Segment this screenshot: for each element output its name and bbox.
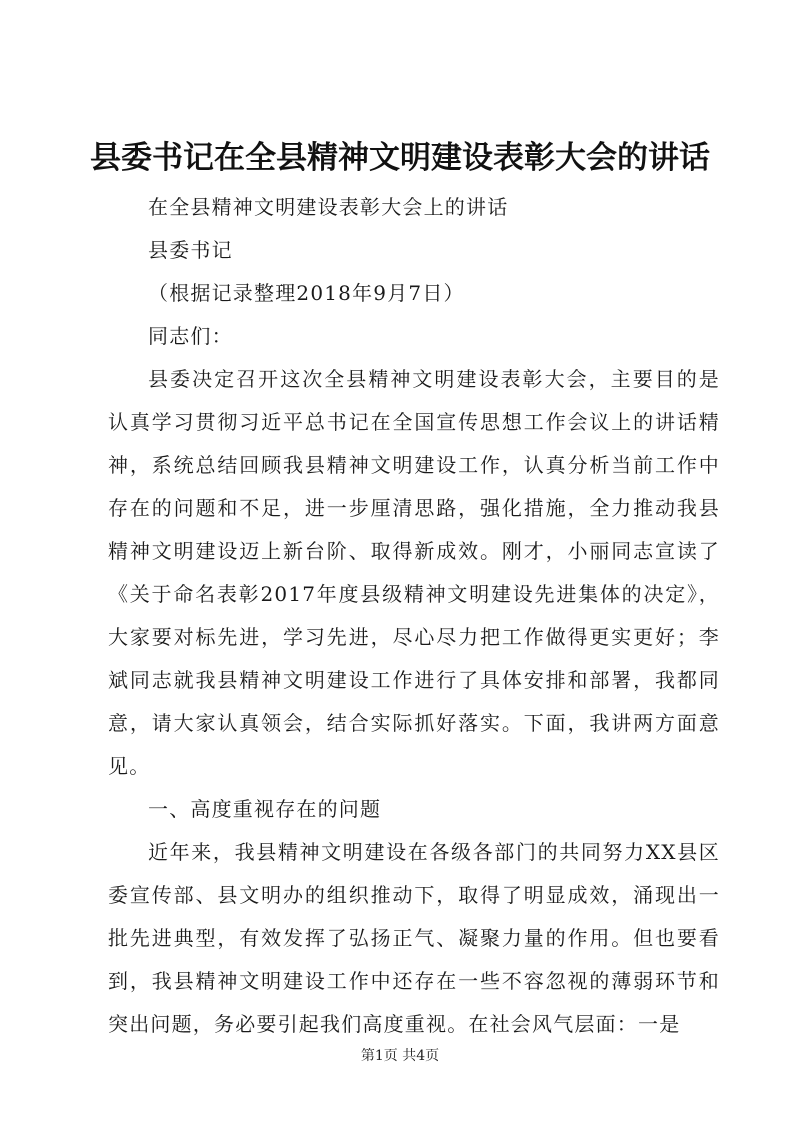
salutation-paragraph: 同志们：	[148, 324, 233, 348]
body-paragraph: 近年来，我县精神文明建设在各级各部门的共同努力XX县区委宣传部、县文明办的组织推动下，取得了明显成效，涌现出一批先进典型，有效发挥了弘扬正气、凝聚力量的作用。但也要看到，我县精神文明建设工作中还存在一些不容忽视的薄弱环节和突出问题，务必要引起我们高度重视。在社会风气层面：一是	[108, 840, 720, 1036]
page-footer: 第1页 共4页	[360, 1048, 440, 1064]
section-heading: 一、高度重视存在的问题	[148, 797, 382, 821]
speaker-paragraph: 县委书记	[148, 238, 233, 262]
document-body	[108, 186, 720, 1046]
subtitle-paragraph: 在全县精神文明建设表彰大会上的讲话	[148, 195, 509, 219]
intro-paragraph: 县委决定召开这次全县精神文明建设表彰大会，主要目的是认真学习贯彻习近平总书记在全国宣传思想工作会议上的讲话精神，系统总结回顾我县精神文明建设工作，认真分析当前工作中存在的问题和不足，进一步厘清思路，强化措施，全力推动我县精神文明建设迈上新台阶、取得新成效。刚才，小丽同志宣读了《关于命名表彰2017年度县级精神文明建设先进集体的决定》，大家要对标先进，学习先进，尽心尽力把工作做得更实更好；李斌同志就我县精神文明建设工作进行了具体安排和部署，我都同意，请大家认真领会，结合实际抓好落实。下面，我讲两方面意见。	[108, 367, 720, 778]
document-title: 县委书记在全县精神文明建设表彰大会的讲话	[90, 140, 710, 176]
date-note-paragraph: （根据记录整理2018年9月7日）	[148, 281, 465, 305]
